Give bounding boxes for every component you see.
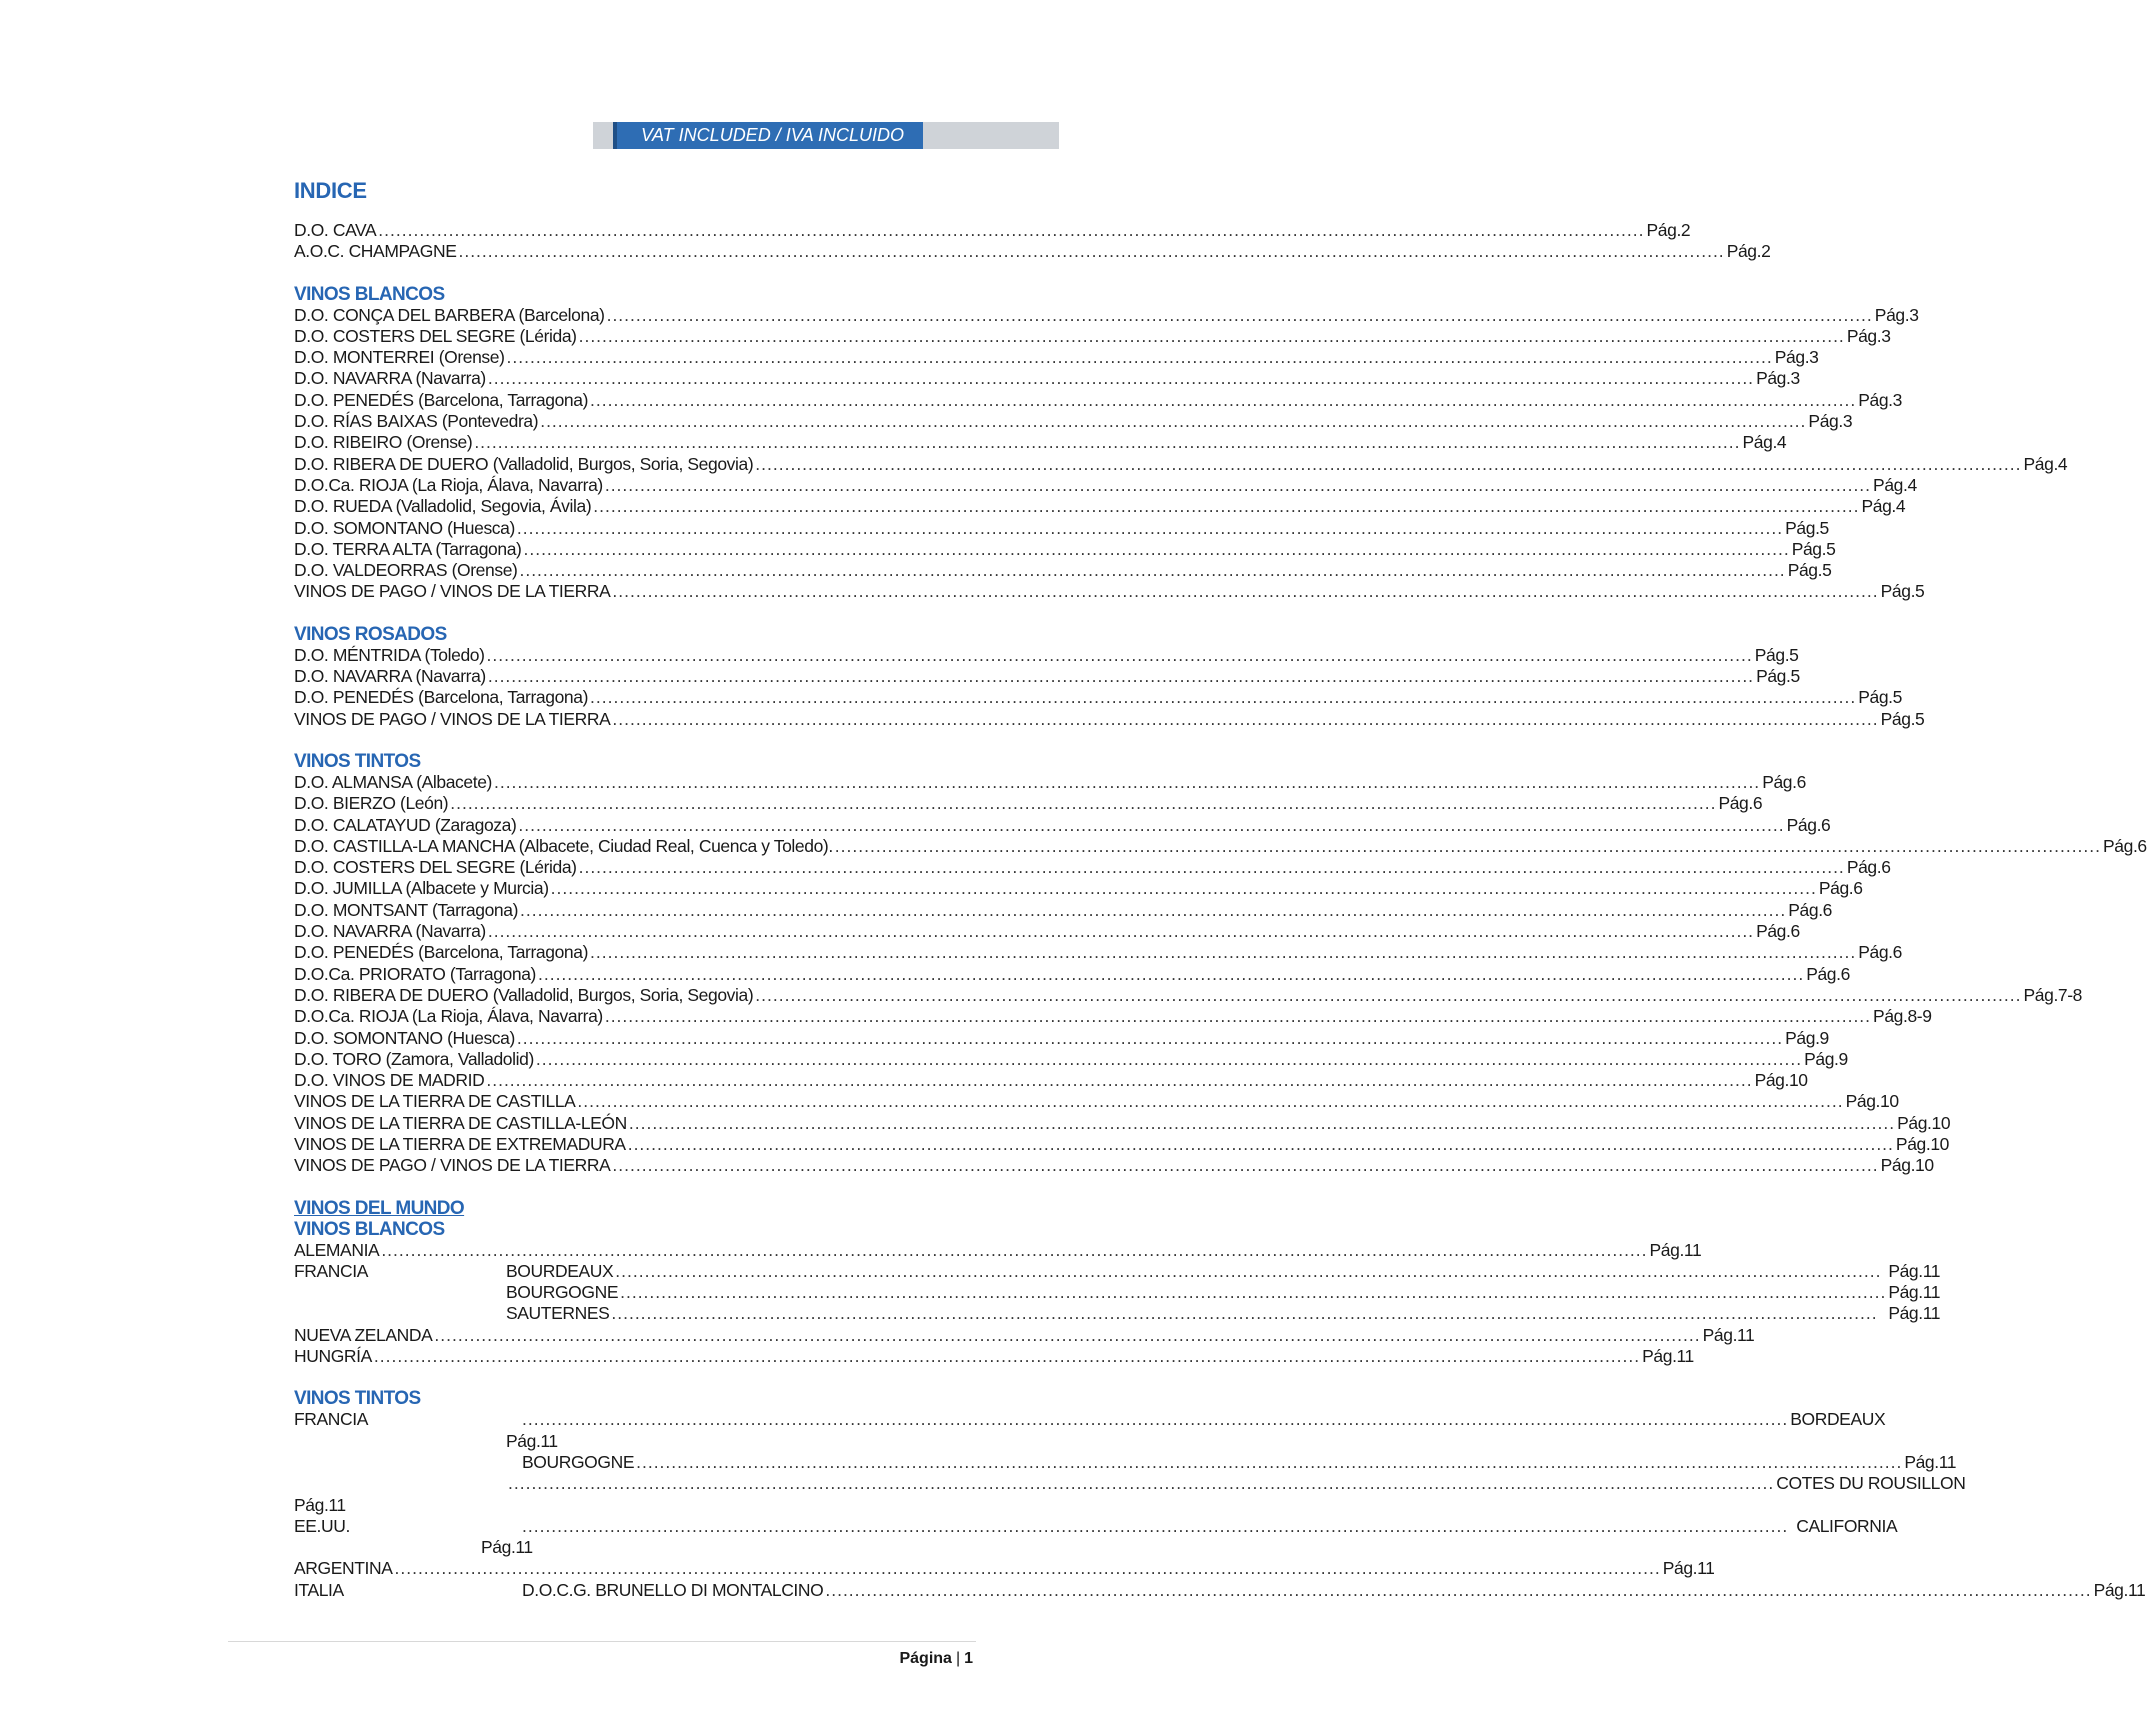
entry-page: Pág.5 bbox=[1791, 538, 1836, 559]
entry-page: Pág.11 bbox=[1904, 1451, 1957, 1472]
entry-label: D.O. TERRA ALTA (Tarragona) bbox=[294, 538, 522, 559]
entry-label: D.O. VINOS DE MADRID bbox=[294, 1070, 485, 1091]
entry-page: Pág.11 bbox=[1888, 1260, 1941, 1281]
entry-page: Pág.3 bbox=[1846, 325, 1891, 346]
toc-entry[interactable] bbox=[506, 1282, 1940, 1303]
entry-page: Pág.10 bbox=[1845, 1091, 1899, 1112]
toc-entry[interactable] bbox=[294, 814, 1831, 836]
toc-entry[interactable] bbox=[294, 793, 1763, 814]
entry-page: Pág.4 bbox=[1873, 474, 1917, 495]
entry-label: CALIFORNIA bbox=[1796, 1515, 1898, 1536]
dot-leader bbox=[825, 1580, 2091, 1601]
entry-page-california: Pág.11 bbox=[481, 1537, 533, 1558]
entry-page: Pág.5 bbox=[1756, 666, 1800, 687]
entry-page: Pág.2 bbox=[1726, 241, 1771, 262]
section-heading-mundo-tintos: VINOS TINTOS bbox=[294, 1388, 421, 1410]
toc-entry[interactable] bbox=[294, 1027, 1829, 1049]
toc-entry[interactable] bbox=[294, 432, 1787, 453]
entry-page: Pág.9 bbox=[1785, 1027, 1829, 1048]
entry-label: D.O.Ca. PRIORATO (Tarragona) bbox=[294, 963, 536, 984]
toc-entry[interactable] bbox=[294, 963, 1850, 985]
entry-label: BOURGOGNE bbox=[506, 1282, 619, 1303]
dot-leader bbox=[378, 220, 1644, 241]
toc-entry-bordeaux[interactable] bbox=[506, 1409, 1885, 1430]
dot-leader bbox=[611, 1303, 1886, 1324]
section-heading-tintos: VINOS TINTOS bbox=[294, 750, 421, 772]
table-of-contents bbox=[294, 176, 2147, 1601]
toc-entry-cotes[interactable] bbox=[294, 1473, 1966, 1494]
dot-leader bbox=[612, 709, 1878, 730]
entry-page: Pág.11 bbox=[1642, 1346, 1694, 1367]
entry-page: Pág.4 bbox=[1861, 496, 1906, 517]
entry-page: Pág.6 bbox=[2103, 835, 2147, 856]
toc-entry[interactable] bbox=[294, 1091, 1899, 1112]
country-label: FRANCIA bbox=[294, 1409, 369, 1430]
entry-page: Pág.11 bbox=[1888, 1282, 1941, 1303]
dot-leader bbox=[755, 985, 2021, 1006]
entry-page-cotes: Pág.11 bbox=[294, 1494, 346, 1515]
entry-label: D.O. NAVARRA (Navarra) bbox=[294, 368, 486, 389]
toc-entry[interactable] bbox=[294, 878, 1863, 899]
toc-entry[interactable] bbox=[294, 666, 1800, 687]
toc-entry[interactable] bbox=[294, 304, 1919, 326]
dot-leader bbox=[520, 900, 1786, 921]
entry-label: D.O.Ca. RIOJA (La Rioja, Álava, Navarra) bbox=[294, 474, 603, 495]
entry-page: Pág.7-8 bbox=[2023, 984, 2082, 1005]
toc-entry[interactable] bbox=[294, 347, 1819, 368]
entry-page: Pág.10 bbox=[1880, 1155, 1934, 1176]
entry-label: D.O. MONTSANT (Tarragona) bbox=[294, 899, 519, 920]
entry-page: Pág.5 bbox=[1880, 581, 1925, 602]
toc-entry-argentina[interactable] bbox=[294, 1558, 1715, 1579]
dot-leader bbox=[835, 836, 2101, 857]
entry-label: D.O. RÍAS BAIXAS (Pontevedra) bbox=[294, 411, 539, 432]
entry-label: BORDEAUX bbox=[1790, 1409, 1886, 1430]
entry-page-bordeaux: Pág.11 bbox=[506, 1430, 558, 1451]
page-footer bbox=[899, 1650, 973, 1668]
toc-entry[interactable] bbox=[294, 538, 1836, 560]
toc-entry[interactable] bbox=[294, 1112, 1951, 1134]
dot-leader bbox=[517, 518, 1783, 539]
entry-label: D.O. COSTERS DEL SEGRE (Lérida) bbox=[294, 325, 577, 346]
entry-page: Pág.3 bbox=[1774, 347, 1819, 368]
entry-label: VINOS DE LA TIERRA DE CASTILLA bbox=[294, 1091, 576, 1112]
toc-entry[interactable] bbox=[294, 644, 1799, 666]
entry-page: Pág.10 bbox=[1754, 1070, 1808, 1091]
entry-label: D.O. BIERZO (León) bbox=[294, 793, 449, 814]
entry-label: D.O. SOMONTANO (Huesca) bbox=[294, 517, 515, 538]
dot-leader bbox=[590, 390, 1856, 411]
entry-label: VINOS DE PAGO / VINOS DE LA TIERRA bbox=[294, 1155, 611, 1176]
entry-label: D.O. TORO (Zamora, Valladolid) bbox=[294, 1048, 534, 1069]
entry-label: VINOS DE LA TIERRA DE EXTREMADURA bbox=[294, 1133, 626, 1154]
toc-entry-california[interactable] bbox=[506, 1516, 1897, 1537]
entry-label: BOURDEAUX bbox=[506, 1260, 614, 1281]
entry-label: D.O. COSTERS DEL SEGRE (Lérida) bbox=[294, 857, 577, 878]
entry-page: Pág.3 bbox=[1808, 411, 1853, 432]
page-title: INDICE bbox=[294, 178, 367, 203]
page-number: 1 bbox=[964, 1650, 973, 1667]
rosados-list bbox=[294, 644, 1925, 730]
country-label: ITALIA bbox=[294, 1579, 344, 1600]
entry-label: D.O.C.G. BRUNELLO DI MONTALCINO bbox=[522, 1579, 824, 1600]
toc-entry[interactable] bbox=[294, 687, 1902, 708]
entry-page: Pág.6 bbox=[1806, 963, 1850, 984]
toc-entry[interactable] bbox=[506, 1303, 1940, 1324]
dot-leader bbox=[612, 1155, 1878, 1176]
dot-leader bbox=[488, 921, 1754, 942]
entry-page: Pág.6 bbox=[1786, 814, 1831, 835]
entry-page: Pág.10 bbox=[1895, 1133, 1949, 1154]
dot-leader bbox=[612, 581, 1878, 602]
intro-list bbox=[294, 220, 1771, 263]
toc-entry-nueva-zelanda[interactable] bbox=[294, 1324, 1755, 1346]
dot-leader bbox=[577, 1091, 1843, 1112]
entry-label: D.O. CASTILLA-LA MANCHA (Albacete, Ciudad Real, Cuenca y Toledo). bbox=[294, 835, 833, 856]
dot-leader bbox=[590, 942, 1856, 963]
dot-leader bbox=[607, 305, 1873, 326]
entry-page: Pág.11 bbox=[1649, 1239, 1702, 1260]
toc-entry[interactable] bbox=[294, 1048, 1848, 1070]
dot-leader bbox=[755, 454, 2021, 475]
toc-entry-alemania[interactable] bbox=[294, 1239, 1702, 1261]
entry-label: D.O. NAVARRA (Navarra) bbox=[294, 921, 486, 942]
entry-label: NUEVA ZELANDA bbox=[294, 1324, 433, 1345]
footer-separator: | bbox=[955, 1650, 961, 1667]
dot-leader bbox=[590, 687, 1856, 708]
dot-leader bbox=[486, 1070, 1752, 1091]
entry-page: Pág.6 bbox=[1762, 771, 1806, 792]
entry-label: D.O. PENEDÉS (Barcelona, Tarragona) bbox=[294, 942, 589, 963]
entry-page: Pág.5 bbox=[1787, 560, 1832, 581]
entry-label: D.O. PENEDÉS (Barcelona, Tarragona) bbox=[294, 389, 589, 410]
dot-leader bbox=[605, 1006, 1871, 1027]
dot-leader bbox=[579, 326, 1845, 347]
toc-entry[interactable] bbox=[294, 942, 1902, 963]
entry-page: Pág.6 bbox=[1718, 793, 1763, 814]
toc-entry[interactable] bbox=[294, 835, 2147, 857]
toc-entry[interactable] bbox=[294, 368, 1800, 389]
entry-page: Pág.11 bbox=[1662, 1558, 1715, 1579]
entry-page: Pág.4 bbox=[1742, 432, 1787, 453]
entry-label: D.O. JUMILLA (Albacete y Murcia) bbox=[294, 878, 549, 899]
country-label: EE.UU. bbox=[294, 1515, 350, 1536]
entry-label: D.O. RUEDA (Valladolid, Segovia, Ávila) bbox=[294, 496, 592, 517]
entry-page: Pág.5 bbox=[1785, 517, 1829, 538]
toc-entry-bourgogne[interactable] bbox=[294, 1451, 1957, 1473]
entry-page: Pág.9 bbox=[1804, 1048, 1848, 1069]
entry-label: D.O. RIBEIRO (Orense) bbox=[294, 432, 473, 453]
entry-label: D.O. SOMONTANO (Huesca) bbox=[294, 1027, 515, 1048]
entry-label: COTES DU ROUSILLON bbox=[1776, 1473, 1966, 1494]
toc-entry-brunello[interactable] bbox=[522, 1580, 2145, 1601]
dot-leader bbox=[579, 857, 1845, 878]
dot-leader bbox=[487, 645, 1753, 666]
entry-label: ARGENTINA bbox=[294, 1558, 393, 1579]
vat-label: VAT INCLUDED / IVA INCLUIDO bbox=[613, 122, 923, 149]
blancos-list bbox=[294, 304, 2068, 603]
dot-leader bbox=[474, 432, 1740, 453]
dot-leader bbox=[434, 1325, 1700, 1346]
dot-leader bbox=[381, 1240, 1647, 1261]
entry-page: Pág.5 bbox=[1858, 687, 1902, 708]
dot-leader bbox=[488, 666, 1754, 687]
dot-leader bbox=[374, 1346, 1640, 1367]
dot-leader bbox=[593, 496, 1859, 517]
entry-label: D.O. RIBERA DE DUERO (Valladolid, Burgos, Soria, Segovia) bbox=[294, 453, 754, 474]
toc-entry[interactable] bbox=[294, 389, 1902, 411]
dot-leader bbox=[517, 1028, 1783, 1049]
entry-label: D.O. NAVARRA (Navarra) bbox=[294, 666, 486, 687]
dot-leader bbox=[518, 815, 1784, 836]
dot-leader bbox=[540, 411, 1806, 432]
tintos-list bbox=[294, 771, 2147, 1177]
dot-leader bbox=[507, 347, 1773, 368]
entry-label: D.O. RIBERA DE DUERO (Valladolid, Burgos, Soria, Segovia) bbox=[294, 984, 754, 1005]
dot-leader bbox=[458, 241, 1724, 262]
toc-entry[interactable] bbox=[294, 474, 1917, 496]
section-heading-blancos: VINOS BLANCOS bbox=[294, 283, 445, 305]
entry-label: HUNGRÍA bbox=[294, 1346, 372, 1367]
toc-entry[interactable] bbox=[294, 453, 2068, 475]
entry-label: D.O. MONTERREI (Orense) bbox=[294, 347, 505, 368]
dot-leader bbox=[522, 1516, 1788, 1537]
entry-page: Pág.3 bbox=[1858, 389, 1902, 410]
dot-leader bbox=[628, 1134, 1894, 1155]
entry-page: Pág.6 bbox=[1846, 857, 1891, 878]
toc-entry[interactable] bbox=[294, 708, 1925, 730]
toc-entry[interactable] bbox=[294, 984, 2082, 1006]
dot-leader bbox=[519, 560, 1785, 581]
dot-leader bbox=[615, 1261, 1886, 1282]
toc-entry[interactable] bbox=[294, 899, 1832, 921]
toc-entry[interactable] bbox=[294, 1133, 1949, 1155]
entry-page: Pág.6 bbox=[1858, 942, 1902, 963]
toc-entry[interactable] bbox=[294, 1155, 1934, 1176]
section-heading-mundo-blancos: VINOS BLANCOS bbox=[294, 1218, 445, 1240]
toc-entry[interactable] bbox=[294, 921, 1800, 942]
entry-label: D.O.Ca. RIOJA (La Rioja, Álava, Navarra) bbox=[294, 1006, 603, 1027]
entry-label: D.O. CALATAYUD (Zaragoza) bbox=[294, 814, 517, 835]
entry-page: Pág.4 bbox=[2023, 453, 2068, 474]
entry-page: Pág.6 bbox=[1818, 878, 1863, 899]
entry-label: A.O.C. CHAMPAGNE bbox=[294, 241, 457, 262]
toc-entry[interactable] bbox=[294, 581, 1925, 602]
toc-entry[interactable] bbox=[294, 771, 1806, 793]
toc-entry[interactable] bbox=[506, 1261, 1940, 1282]
toc-entry[interactable] bbox=[294, 325, 1891, 347]
dot-leader bbox=[450, 793, 1716, 814]
entry-page: Pág.3 bbox=[1756, 368, 1800, 389]
entry-label: D.O. PENEDÉS (Barcelona, Tarragona) bbox=[294, 687, 589, 708]
dot-leader bbox=[636, 1452, 1902, 1473]
section-heading-mundo[interactable]: VINOS DEL MUNDO bbox=[294, 1197, 465, 1219]
vat-banner bbox=[593, 122, 1059, 149]
entry-label: D.O. VALDEORRAS (Orense) bbox=[294, 560, 518, 581]
entry-label: SAUTERNES bbox=[506, 1303, 610, 1324]
country-label: FRANCIA bbox=[294, 1260, 369, 1281]
entry-label: D.O. CONÇA DEL BARBERA (Barcelona) bbox=[294, 304, 605, 325]
dot-leader bbox=[508, 1473, 1774, 1494]
entry-label: VINOS DE PAGO / VINOS DE LA TIERRA bbox=[294, 581, 611, 602]
dot-leader bbox=[494, 772, 1760, 793]
dot-leader bbox=[523, 539, 1789, 560]
entry-label: D.O. CAVA bbox=[294, 220, 377, 240]
dot-leader bbox=[620, 1282, 1886, 1303]
toc-entry[interactable] bbox=[294, 241, 1771, 262]
entry-page: Pág.6 bbox=[1788, 899, 1832, 920]
francia-list bbox=[506, 1261, 1940, 1325]
dot-leader bbox=[538, 964, 1804, 985]
entry-page: Pág.8-9 bbox=[1873, 1006, 1932, 1027]
section-heading-rosados: VINOS ROSADOS bbox=[294, 623, 447, 645]
entry-page: Pág.11 bbox=[1702, 1324, 1755, 1345]
entry-label: D.O. ALMANSA (Albacete) bbox=[294, 771, 492, 792]
tintos-eeuu-row bbox=[294, 1515, 1898, 1537]
dot-leader bbox=[629, 1113, 1895, 1134]
entry-page: Pág.2 bbox=[1646, 220, 1691, 240]
entry-page: Pág.11 bbox=[2093, 1579, 2146, 1600]
entry-page: Pág.5 bbox=[1754, 644, 1799, 665]
entry-page: Pág.6 bbox=[1756, 921, 1800, 942]
tintos-italia-row bbox=[294, 1579, 2146, 1601]
toc-entry[interactable] bbox=[294, 1070, 1808, 1091]
entry-label: ALEMANIA bbox=[294, 1239, 380, 1260]
footer-divider bbox=[228, 1641, 976, 1642]
toc-entry[interactable] bbox=[294, 411, 1853, 432]
toc-entry[interactable] bbox=[294, 1006, 1932, 1027]
tintos-francia-row bbox=[294, 1409, 1886, 1430]
entry-label: VINOS DE PAGO / VINOS DE LA TIERRA bbox=[294, 708, 611, 729]
toc-entry[interactable] bbox=[294, 517, 1829, 539]
dot-leader bbox=[551, 878, 1817, 899]
francia-group bbox=[294, 1260, 1941, 1325]
dot-leader bbox=[488, 368, 1754, 389]
toc-entry[interactable] bbox=[294, 560, 1832, 581]
dot-leader bbox=[395, 1558, 1661, 1579]
dot-leader bbox=[522, 1409, 1788, 1430]
entry-label: D.O. MÉNTRIDA (Toledo) bbox=[294, 644, 485, 665]
toc-entry[interactable] bbox=[294, 220, 1691, 241]
entry-page: Pág.10 bbox=[1897, 1112, 1951, 1133]
footer-label: Página bbox=[899, 1650, 952, 1667]
toc-entry-hungria[interactable] bbox=[294, 1346, 1694, 1367]
entry-page: Pág.5 bbox=[1880, 708, 1925, 729]
toc-entry[interactable] bbox=[294, 857, 1891, 878]
entry-label: VINOS DE LA TIERRA DE CASTILLA-LEÓN bbox=[294, 1112, 627, 1133]
toc-entry[interactable] bbox=[294, 496, 1906, 517]
entry-page: Pág.3 bbox=[1874, 304, 1919, 325]
dot-leader bbox=[605, 475, 1871, 496]
entry-page: Pág.11 bbox=[1888, 1303, 1941, 1324]
dot-leader bbox=[536, 1049, 1802, 1070]
entry-label: BOURGOGNE bbox=[522, 1451, 635, 1472]
